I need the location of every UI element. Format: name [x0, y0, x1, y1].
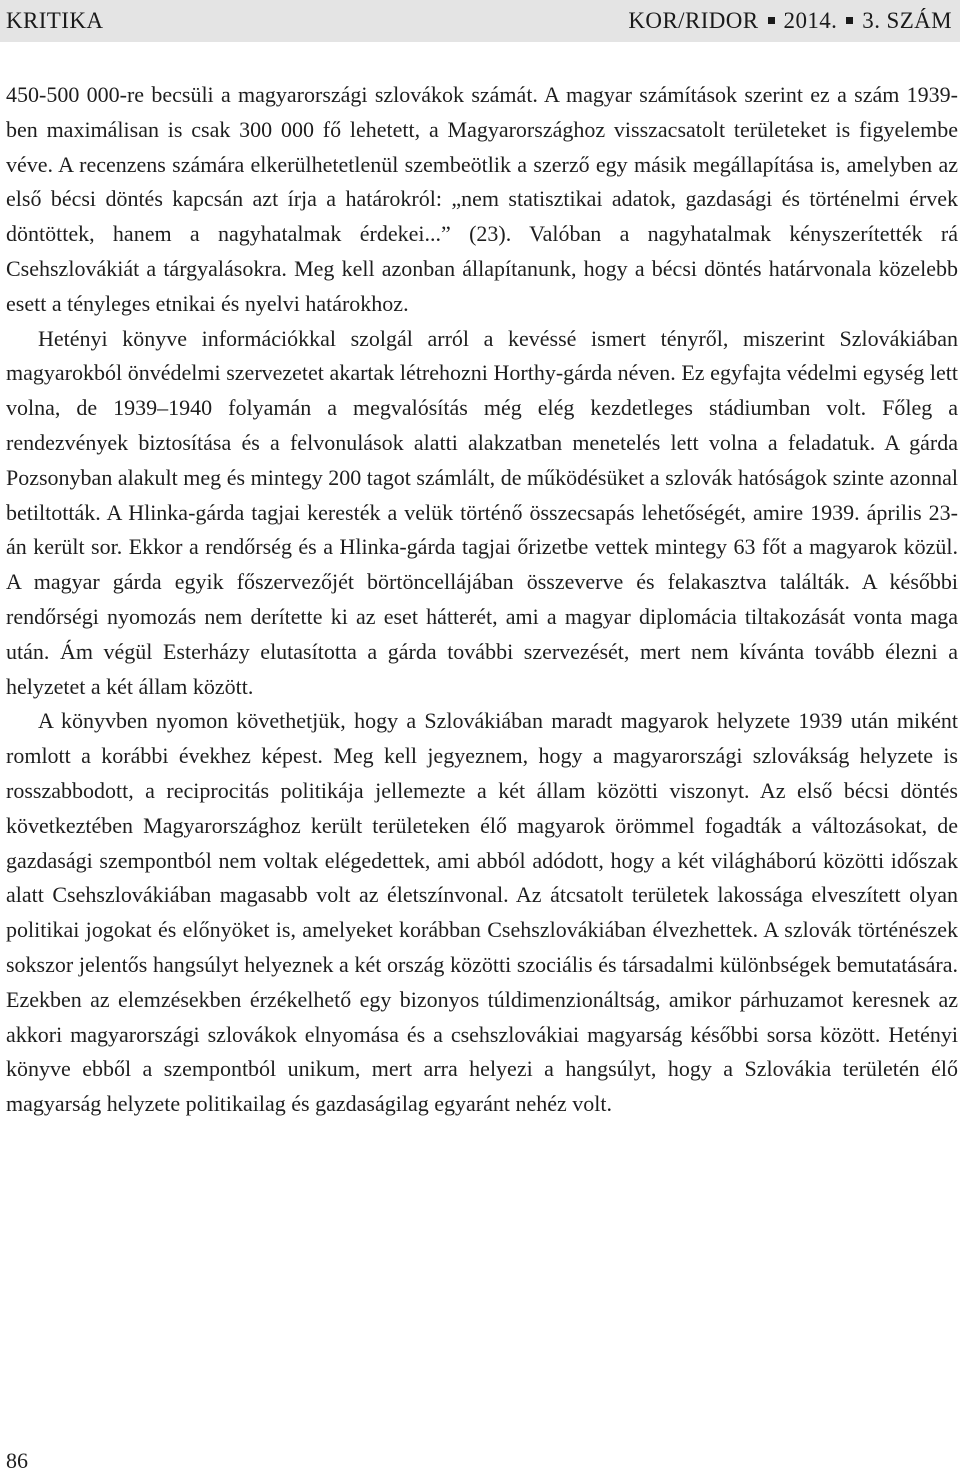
page-number: 86: [6, 1448, 28, 1473]
separator-square-icon: [846, 17, 853, 24]
paragraph: Hetényi könyve információkkal szolgál arról a kevéssé ismert tényről, miszerint Szlovákiában magyarokból önvédelmi szervezetet akartak létrehozni Horthy-gárda néven. Ez egyfajta védelmi egység lett volna, de 1939–1940 folyamán a megvalósítás még elég kezdetleges stádiumban volt. Főleg a rendezvények biztosítása és a felvonulások alatti alakzatban menetelés lett volna a feladatuk. A gárda Pozsonyban alakult meg és mintegy 200 tagot számlált, de működésüket a szlovák hatóságok szinte azonnal betiltották. A Hlinka-gárda tagjai keresték a velük történő összecsapás lehetőségét, amire 1939. április 23-án került sor. Ekkor a rendőrség és a Hlinka-gárda tagjai őrizetbe vettek mintegy 63 főt a magyarok közül. A magyar gárda egyik főszervezőjét börtöncellájában összeverve és felakasztva találták. A későbbi rendőrségi nyomozás nem derítette ki az eset hátterét, ami a magyar diplomácia tiltakozását vonta maga után. Ám végül Esterházy elutasította a gárda további szervezését, mert nem kívánta tovább élezni a helyzetet a két állam között.: [6, 325, 958, 699]
journal-issue: 3. SZÁM: [862, 8, 952, 33]
journal-name: KOR/RIDOR: [628, 8, 759, 33]
separator-square-icon: [768, 17, 775, 24]
journal-year: 2014.: [783, 8, 838, 33]
paragraph: A könyvben nyomon követhetjük, hogy a Szlovákiában maradt magyarok helyzete 1939 után miként romlott a korábbi évekhez képest. Meg kell jegyeznem, hogy a magyarországi szlovákság helyzete is rosszabbodott, a reciprocitás politikája jellemezte a két állam közötti viszonyt. Az első bécsi döntés következtében Magyarországhoz került területeken élő magyarok örömmel fogadták a változásokat, de gazdasági szempontból nem voltak elégedettek, ami abból adódott, hogy a két világháború közötti időszak alatt Csehszlovákiában magasabb volt az életszínvonal. Az átcsatolt területek lakossága elveszített olyan politikai jogokat és előnyöket is, amelyeket korábban Csehszlovákiában élvezhettek. A szlovák történészek sokszor jelentős hangsúlyt helyeznek a két ország közötti szociális és társadalmi különbségek bemutatására. Ezekben az elemzésekben érzékelhető egy bizonyos túldimenzionáltság, amikor párhuzamot keresnek az akkori magyarországi szlovákok elnyomása és a csehszlovákiai magyarság későbbi sorsa között. Hetényi könyve ebből a szempontból unikum, mert arra helyezi a hangsúlyt, hogy a Szlovákia területén élő magyarság helyzete politikailag és gazdaságilag egyaránt nehéz volt.: [6, 708, 958, 1117]
running-header: [0, 0, 960, 42]
section-label: KRITIKA: [6, 8, 104, 33]
article-body: [6, 78, 958, 1122]
paragraph: 450-500 000-re becsüli a magyarországi szlovákok számát. A magyar számítások szerint ez a szám 1939-ben maximálisan is csak 300 000 fő lehetett, a Magyarországhoz visszacsatolt területeket is figyelembe véve. A recenzens számára elkerülhetetlenül szembeötlik a szerző egy másik megállapítása is, amelyben az első bécsi döntés kapcsán azt írja a határokról: „nem statisztikai adatok, gazdasági és történelmi érvek döntöttek, hanem a nagyhatalmak érdekei...” (23). Valóban a nagyhatalmak kényszerítették rá Csehszlovákiát a tárgyalásokra. Meg kell azonban állapítanunk, hogy a bécsi döntés határvonala közelebb esett a tényleges etnikai és nyelvi határokhoz.: [6, 82, 958, 316]
journal-issue-label: [628, 8, 952, 34]
